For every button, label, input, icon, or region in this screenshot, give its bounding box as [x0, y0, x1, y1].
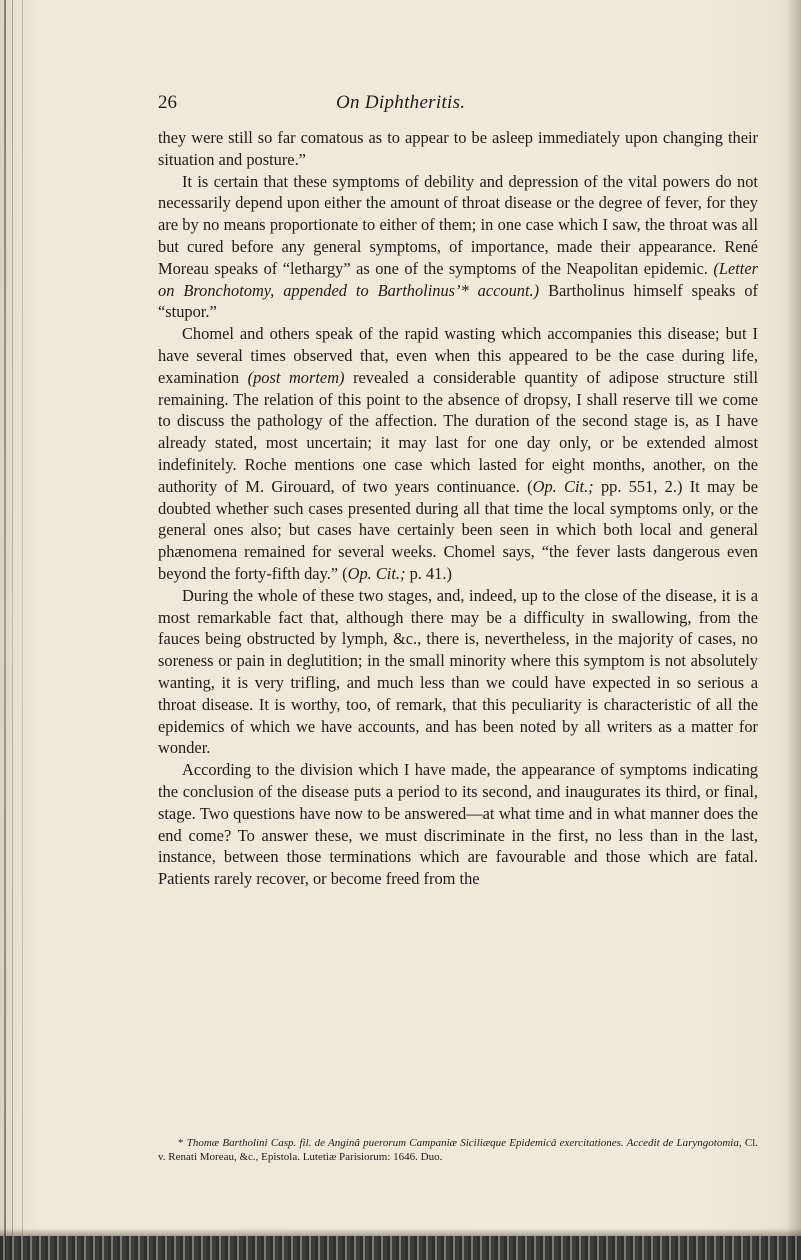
footnote: [158, 1136, 758, 1164]
footnote-marker: *: [178, 1137, 184, 1149]
paragraph-wasting: [158, 323, 758, 585]
page-header: [158, 92, 718, 120]
footnote-text: [158, 1136, 758, 1164]
paragraph-wasting-text-a: Chomel and others speak of the rapid wasting which accompanies this disease; but I have several times observed that, even when this appeared to be the case during life, examination: [158, 324, 758, 387]
paragraph-wasting-op-cit-2: Op. Cit.;: [347, 563, 406, 583]
scan-bottom-edge: [0, 1236, 801, 1260]
paragraph-third-stage: According to the division which I have made, the appearance of symptoms indicating the conclusion of the disease puts a period to its second, and inaugurates its third, or final, stage. Two questions have now to be answered—at what time and in what manner does the end come? To answer these, we must discriminate in the first, no less than in the last, instance, between those terminations which are favourable and those which are fatal. Patients rarely recover, or become freed from the: [158, 760, 758, 889]
paragraph-debility-text-a: It is certain that these symptoms of debility and depression of the vital powers do not necessarily depend upon either the amount of throat disease or the degree of fever, for they are by no means proportionate to either of them; in one case which I saw, the throat was all but cured before any general symptoms, of importance, made their appearance. René Moreau speaks of “lethargy” as one of the symptoms of the Neapolitan epidemic.: [158, 171, 758, 278]
paragraph-debility: [158, 171, 758, 324]
paragraph-wasting-post-mortem: (post mortem): [247, 367, 345, 387]
footnote-rest: Cl. v. Renati Moreau, &c., Epistola. Lutetiæ Parisiorum: 1646. Duo.: [158, 1137, 759, 1164]
paragraph-continuation: they were still so far comatous as to appear to be asleep immediately upon changing their situation and posture.”: [158, 128, 758, 169]
paragraph-wasting-text-d: p. 41.): [409, 563, 452, 583]
body-text: [158, 127, 758, 890]
paragraph-deglutition: During the whole of these two stages, and, indeed, up to the close of the disease, it is a most remarkable fact that, although there may be a difficulty in swallowing, from the fauces being obstructed by lymph, &c., there is, nevertheless, in the majority of cases, no soreness or pain in deglutition; in the small minority where this symptom is not absolutely wanting, it is very trifling, and much less than we could have expected in so serious a throat disease. It is worthy, too, of remark, that this peculiarity is characteristic of all the epidemics of which we have accounts, and has been noted by all writers as a matter for wonder.: [158, 585, 758, 758]
paragraph-debility-text-b: Bartholinus himself speaks of “stupor.”: [158, 280, 759, 322]
running-head: On Diphtheritis.: [336, 92, 466, 113]
binding-gutter-inner: [12, 0, 13, 1260]
paragraph-debility-citation: (Letter on Bronchotomy, appended to Bartholinus’* account.): [158, 258, 758, 300]
paragraph-wasting-text-b: revealed a considerable quantity of adipose structure still remaining. The relation of this point to the absence of dropsy, I shall reserve till we come to discuss the pathology of the affection. The duration of the second stage is, as I have already stated, most uncertain; it may last for one day only, or be extended almost indefinitely. Roche mentions one case which lasted for eight months, another, on the authority of M. Girouard, of two years continuance. (: [158, 367, 759, 496]
page-number: 26: [158, 92, 177, 113]
scan-bottom-shadow: [0, 1228, 801, 1236]
binding-gutter: [4, 0, 6, 1260]
binding-gutter-shadow: [22, 0, 23, 1260]
footnote-title: Thomæ Bartholini Casp. fil. de Anginâ puerorum Campaniæ Siciliæque Epidemicâ exercitationes. Accedit de Laryngotomia,: [186, 1137, 742, 1149]
paragraph-wasting-op-cit-1: Op. Cit.;: [532, 476, 594, 496]
page-edge-shadow: [787, 0, 801, 1260]
paragraph-wasting-text-c: pp. 551, 2.) It may be doubted whether such cases presented during all that time the local symptoms only, or the general ones also; but cases have certainly been seen in which both local and general phænomena remained for several weeks. Chomel says, “the fever lasts dangerous even beyond the forty-fifth day.” (: [158, 476, 758, 583]
